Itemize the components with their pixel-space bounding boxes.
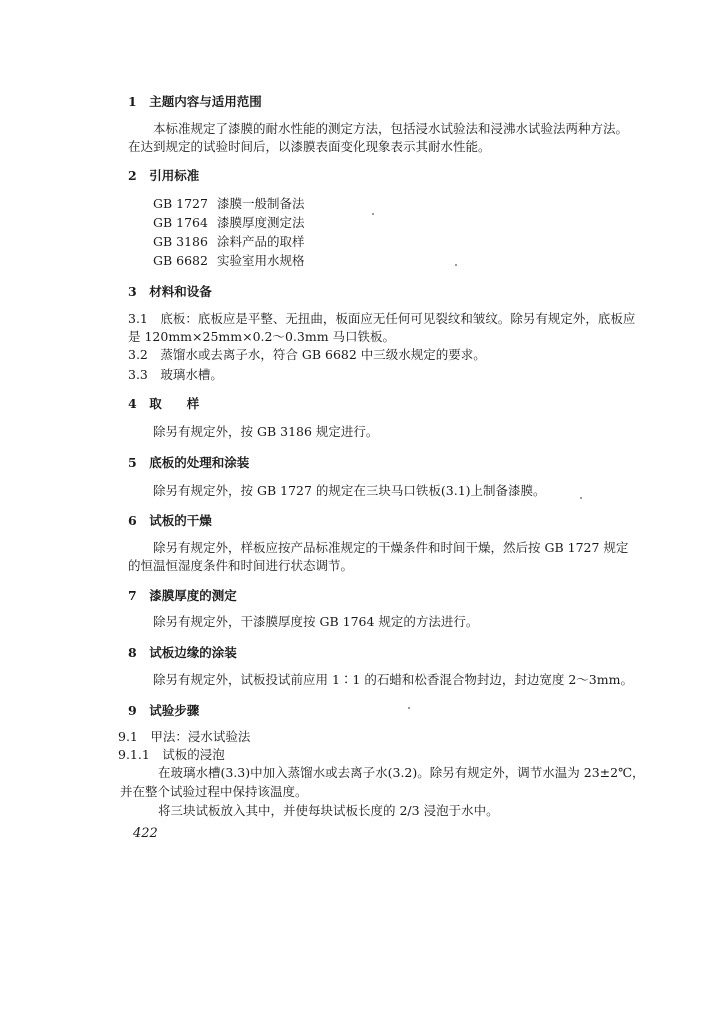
section-3-heading: 3 材料和设备 bbox=[128, 284, 212, 299]
reference-item bbox=[153, 234, 305, 250]
section-7-heading: 7 漆膜厚度的测定 bbox=[128, 588, 237, 603]
item-9-1-1: 9.1.1 试板的浸泡 bbox=[118, 747, 225, 762]
section-6-heading: 6 试板的干燥 bbox=[128, 513, 212, 528]
reference-code: GB 1764 bbox=[153, 215, 208, 230]
section-9-paragraph-line-3: 将三块试板放入其中，并使每块试板长度的 2/3 浸泡于水中。 bbox=[158, 803, 499, 818]
scan-speck bbox=[455, 264, 457, 266]
item-3-3: 3.3 玻璃水槽。 bbox=[128, 367, 223, 382]
section-6-paragraph-line-2: 的恒温恒湿度条件和时间进行状态调节。 bbox=[128, 558, 354, 573]
reference-code: GB 3186 bbox=[153, 234, 208, 249]
section-4-paragraph: 除另有规定外，按 GB 3186 规定进行。 bbox=[153, 424, 379, 439]
section-1-paragraph-line-1: 本标准规定了漆膜的耐水性能的测定方法，包括浸水试验法和浸沸水试验法两种方法。 bbox=[153, 121, 629, 136]
section-5-heading: 5 底板的处理和涂装 bbox=[128, 455, 250, 470]
page-number: 422 bbox=[133, 826, 158, 841]
section-1-heading: 1 主题内容与适用范围 bbox=[128, 94, 262, 109]
section-7-paragraph: 除另有规定外，干漆膜厚度按 GB 1764 规定的方法进行。 bbox=[153, 614, 479, 629]
reference-code: GB 1727 bbox=[153, 196, 208, 211]
reference-code: GB 6682 bbox=[153, 253, 208, 268]
item-9-1: 9.1 甲法：浸水试验法 bbox=[118, 729, 251, 744]
reference-title: 实验室用水规格 bbox=[216, 253, 305, 268]
reference-item bbox=[153, 215, 305, 231]
section-1-paragraph-line-2: 在达到规定的试验时间后，以漆膜表面变化现象表示其耐水性能。 bbox=[128, 139, 491, 154]
section-5-paragraph: 除另有规定外，按 GB 1727 的规定在三块马口铁板(3.1)上制备漆膜。 bbox=[153, 483, 546, 498]
section-9-heading: 9 试验步骤 bbox=[128, 703, 200, 718]
scan-speck bbox=[372, 213, 374, 215]
item-3-2: 3.2 蒸馏水或去离子水，符合 GB 6682 中三级水规定的要求。 bbox=[128, 347, 486, 362]
item-3-1-line-2: 是 120mm×25mm×0.2～0.3mm 马口铁板。 bbox=[128, 329, 396, 344]
section-9-paragraph-line-1: 在玻璃水槽(3.3)中加入蒸馏水或去离子水(3.2)。除另有规定外，调节水温为 23±2℃， bbox=[158, 765, 645, 780]
scan-speck bbox=[580, 497, 582, 499]
section-8-paragraph: 除另有规定外，试板投试前应用 1∶1 的石蜡和松香混合物封边，封边宽度 2～3mm。 bbox=[153, 672, 633, 687]
reference-item bbox=[153, 253, 305, 269]
reference-title: 涂料产品的取样 bbox=[216, 234, 305, 249]
reference-title: 漆膜一般制备法 bbox=[216, 196, 305, 211]
section-2-heading: 2 引用标准 bbox=[128, 168, 200, 183]
scan-speck bbox=[408, 707, 410, 709]
section-9-paragraph-line-2: 并在整个试验过程中保持该温度。 bbox=[120, 784, 308, 799]
section-8-heading: 8 试板边缘的涂装 bbox=[128, 645, 237, 660]
reference-item bbox=[153, 196, 305, 212]
item-3-1-line-1: 3.1 底板：底板应是平整、无扭曲，板面应无任何可见裂纹和皱纹。除另有规定外，底板应 bbox=[128, 311, 636, 326]
reference-title: 漆膜厚度测定法 bbox=[216, 215, 305, 230]
section-6-paragraph-line-1: 除另有规定外，样板应按产品标准规定的干燥条件和时间干燥，然后按 GB 1727 规定 bbox=[153, 540, 629, 555]
section-4-heading: 4 取 样 bbox=[128, 396, 200, 411]
